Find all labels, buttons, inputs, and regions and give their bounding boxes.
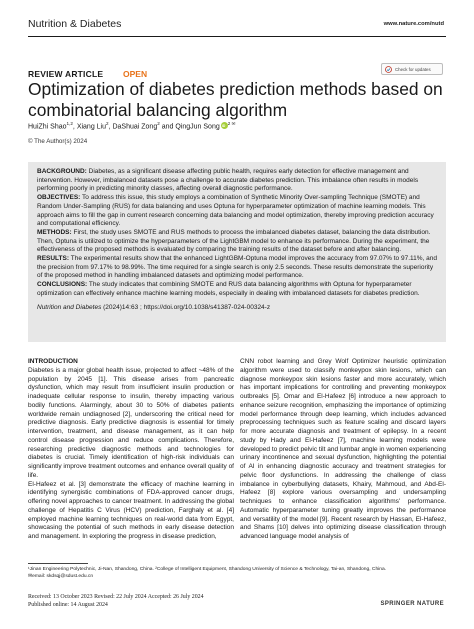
author-name[interactable]: HuiZhi Shao bbox=[28, 123, 67, 131]
journal-name: Nutrition & Diabetes bbox=[28, 18, 122, 30]
section-heading-introduction: INTRODUCTION bbox=[28, 358, 78, 365]
abstract-methods bbox=[37, 229, 438, 255]
abstract-box bbox=[28, 162, 446, 342]
body-column-left bbox=[28, 358, 234, 542]
abstract-conclusions bbox=[37, 281, 438, 298]
abstract-background bbox=[37, 168, 438, 194]
author-separator: , bbox=[108, 123, 113, 131]
footnote-divider bbox=[28, 563, 88, 564]
orcid-icon[interactable] bbox=[221, 122, 228, 129]
abstract-objectives bbox=[37, 194, 438, 229]
body-column-right bbox=[240, 358, 446, 542]
open-access-badge: OPEN bbox=[123, 69, 148, 79]
journal-url-link[interactable]: www.nature.com/nutd bbox=[383, 21, 444, 27]
check-for-updates-button[interactable] bbox=[381, 63, 443, 75]
author-list bbox=[28, 121, 235, 130]
publisher-logo: SPRINGER NATURE bbox=[380, 601, 444, 607]
objectives-label: OBJECTIVES: bbox=[37, 194, 81, 202]
methods-label: METHODS: bbox=[37, 228, 72, 236]
results-label: RESULTS: bbox=[37, 255, 70, 263]
check-updates-icon bbox=[385, 66, 392, 73]
author-name[interactable]: DaShuai Zong bbox=[112, 123, 158, 131]
author-separator: and bbox=[159, 123, 176, 131]
affiliation-text: ¹Jinan Engineering Polytechnic, Ji-Nan, Shandong, China. ²College of Intelligent Equipment, Shandong University of Science & Technology, Tai-an, Shandong, China. bbox=[28, 567, 387, 572]
citation-journal: Nutrition and Diabetes bbox=[37, 303, 102, 311]
copyright-notice: © The Author(s) 2024 bbox=[28, 138, 88, 145]
methods-text: First, the study uses SMOTE and RUS methods to process the imbalanced diabetes dataset, balancing the data distribution. Then, Optuna is utilized to optimize the hyperparameters of the LightGBM model to enhance its performance. During the experiment, the effectiveness of the proposed methods is evaluated by comparing the training results of the dataset before and after balancing. bbox=[37, 228, 431, 254]
body-paragraph: Diabetes is a major global health issue, projected to affect ~48% of the population by 2045 [1]. This disease arises from pancreatic dysfunction, which may result from insufficient insulin production or inadequate cellular response to insulin, thereby impacting various bodily functions. Alarmingly, about 30 to 50% of diabetes patients worldwide remain undiagnosed [2], underscoring the critical need for predictive diagnosis. Early predictive diagnosis is essential for timely intervention, treatment, and disease management, as it can help control disease progression and reduce complications. Therefore, researching predictive diagnostic methods and technologies for diabetes is crucial. Timely identification of high-risk individuals can significantly improve treatment outcomes and enhance overall quality of life. bbox=[28, 366, 234, 479]
citation-doi-link[interactable]: (2024)14:63 ; https://doi.org/10.1038/s41387-024-00324-z bbox=[101, 303, 271, 311]
check-updates-label: Check for updates bbox=[395, 66, 431, 72]
objectives-text: To address this issue, this study employs a combination of Synthetic Minority Over-sampling Technique (SMOTE) and Random Under-Sampling (RUS) for data balancing and uses Optuna for hyperparameter optimization of machine learning models. This approach aims to fill the gap in current research concerning data balancing and model optimization, thereby improving prediction accuracy and computational efficiency. bbox=[37, 194, 434, 228]
corresponding-email[interactable]: ✉email: skdsqj@sdust.edu.cn bbox=[28, 573, 94, 579]
author-affiliation: 1,2 bbox=[66, 121, 73, 126]
article-title: Optimization of diabetes prediction methods based on combinatorial balancing algorithm bbox=[28, 79, 443, 120]
author-affiliation: 2 bbox=[106, 121, 109, 126]
affiliations-footnote bbox=[28, 567, 446, 580]
article-type-label: REVIEW ARTICLE bbox=[28, 69, 104, 79]
received-revised-accepted-dates: Received: 13 October 2023 Revised: 22 July 2024 Accepted: 26 July 2024 bbox=[28, 594, 204, 600]
abstract-results bbox=[37, 255, 438, 281]
publication-dates bbox=[28, 593, 204, 609]
conclusions-label: CONCLUSIONS: bbox=[37, 281, 88, 289]
body-paragraph: CNN robot learning and Grey Wolf Optimizer heuristic optimization algorithm were used to classify monkeypox skin lesions, which can diagnose monkeypox skin lesions faster and more accurately, which has important implications for controlling and preventing monkeypox outbreaks [5]. Omar and El-Hafeez [6] introduce a new approach to enhance seizure recognition, emphasizing the importance of optimizing model performance through deep learning, which includes advanced preprocessing techniques such as feature scaling and discard layers for more accurate diagnosis and treatment of epilepsy. In a recent study by Hady and El-Hafeez [7], machine learning models were developed to predict pelvic tilt and lumbar angle in women experiencing urinary incontinence and sexual dysfunction, highlighting the potential of AI in enhancing diagnostic accuracy and treatment strategies for pelvic floor dysfunctions. In addressing the challenge of class imbalance in cyberbullying datasets, Khairy, Mahmoud, and Abd-El-Hafeez [8] explore various oversampling and undersampling techniques to enhance classification algorithms' performance. Automatic hyperparameter tuning greatly improves the performance and versatility of the model [9]. Recent research by Hassan, El-Hafeez, and Shams [10] delves into optimizing disease classification through advanced language model analysis of bbox=[240, 358, 446, 540]
author-name[interactable]: Xiang Liu bbox=[76, 123, 107, 131]
body-paragraph: El-Hafeez et al. [3] demonstrate the efficacy of machine learning in identifying synergistic combinations of FDA-approved cancer drugs, offering novel approaches to cancer treatment. In addressing the global challenge of Hepatitis C Virus (HCV) prediction, Farghaly et al. [4] employed machine learning techniques on real-world data from Egypt, showcasing the potential of such methods in early disease detection and management. In exploring the progress in disease prediction, bbox=[28, 480, 234, 540]
results-text: The experimental results show that the enhanced LightGBM-Optuna model improves the accuracy from 97.07% to 97.11%, and the precision from 97.17% to 98.99%. The time required for a single search is only 2.5 seconds. These results demonstrate the superiority of the proposed method in handling imbalanced datasets and optimizing model performance. bbox=[37, 255, 437, 280]
background-text: Diabetes, as a significant disease affecting public health, requires early detection for effective management and intervention. However, imbalanced datasets pose a challenge to accurate diabetes prediction. This imbalance often results in models performing poorly in predicting minority classes, affecting overall diagnostic performance. bbox=[37, 168, 419, 193]
author-affiliation: 2 ✉ bbox=[227, 121, 236, 126]
author-affiliation: 2 bbox=[157, 121, 160, 126]
citation-line bbox=[37, 304, 438, 313]
published-online-date: Published online: 14 August 2024 bbox=[28, 602, 108, 608]
header-divider bbox=[28, 36, 446, 37]
author-name[interactable]: QingJun Song bbox=[175, 123, 220, 131]
conclusions-text: The study indicates that combining SMOTE and RUS data balancing algorithms with Optuna for hyperparameter optimization can effectively enhance machine learning models, especially in dealing with imbalanced datasets for diabetes prediction. bbox=[37, 281, 420, 297]
author-separator: , bbox=[72, 123, 77, 131]
background-label: BACKGROUND: bbox=[37, 168, 87, 175]
